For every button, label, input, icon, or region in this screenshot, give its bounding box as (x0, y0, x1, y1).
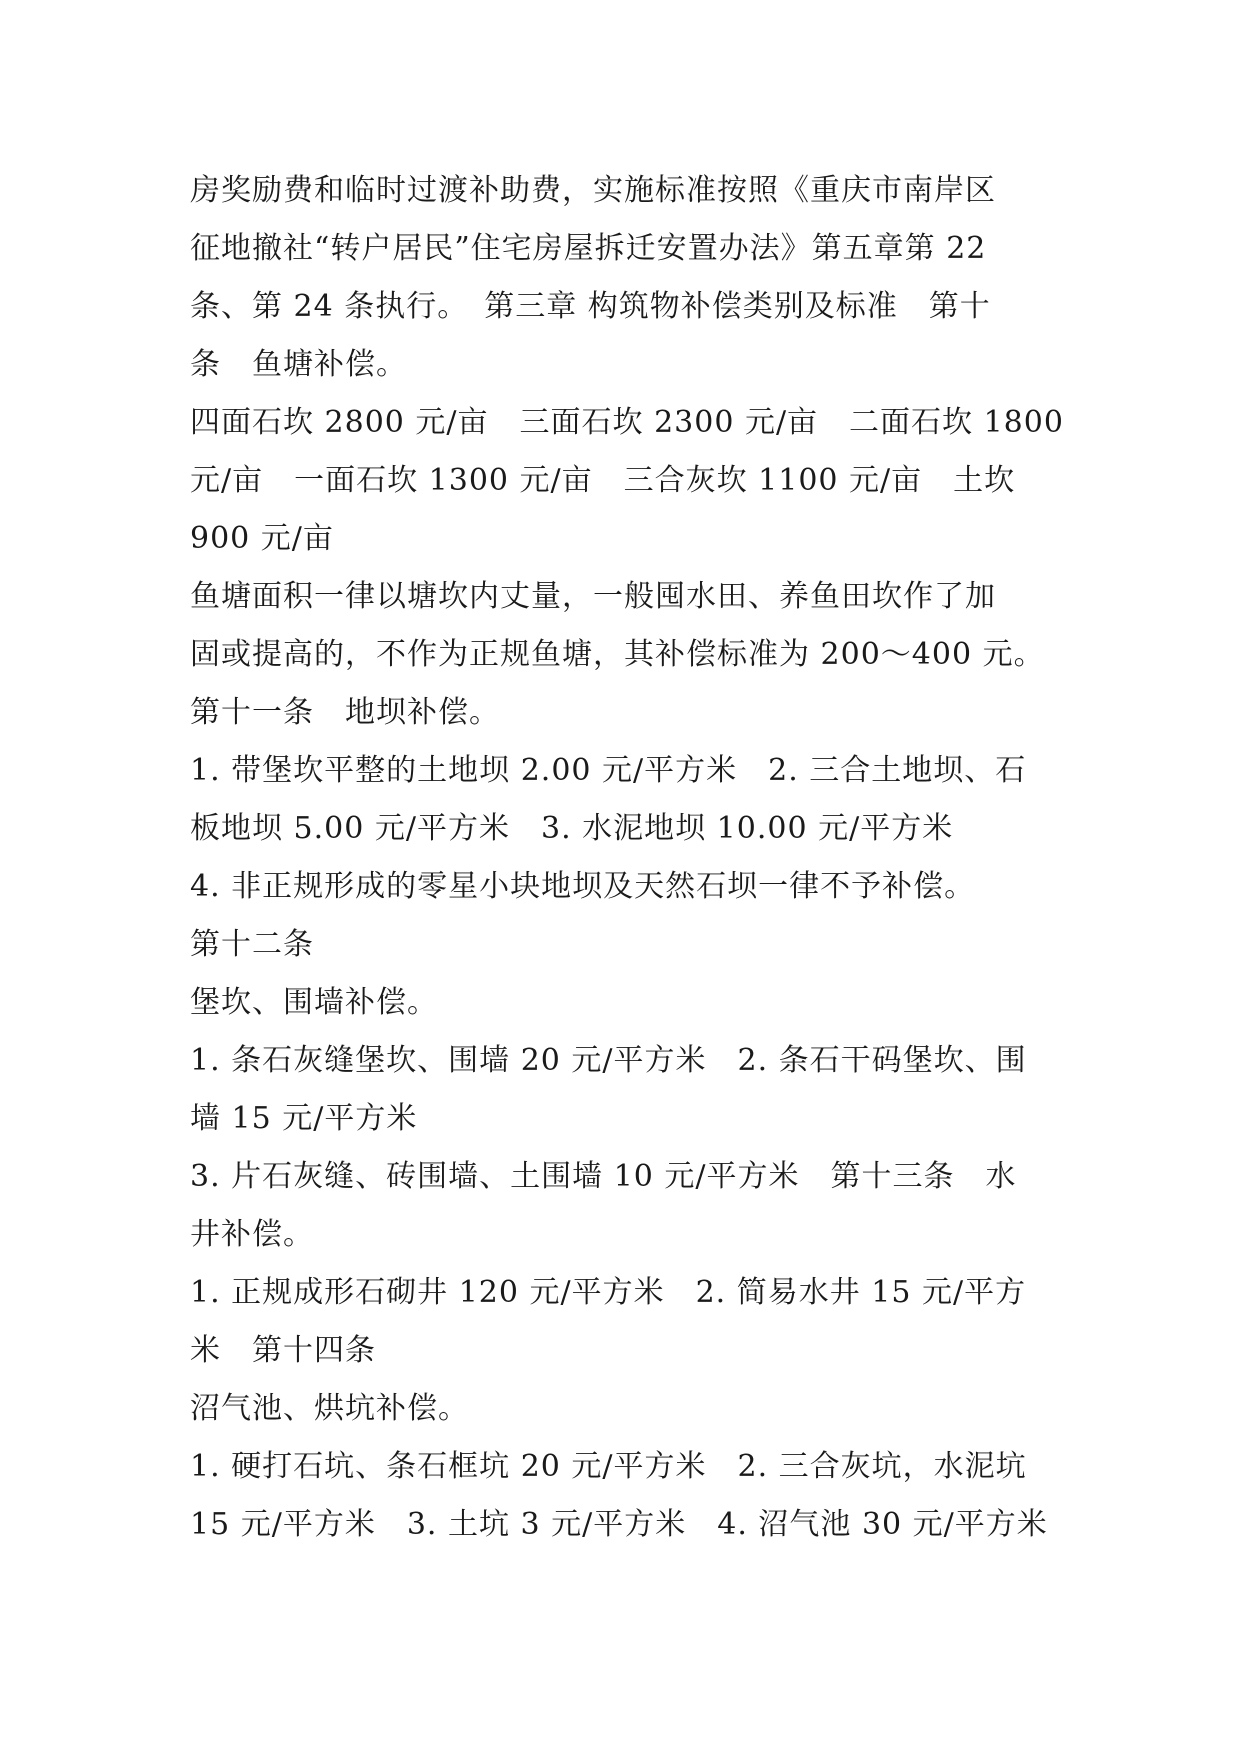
text-line: 井补偿。 (190, 1217, 314, 1252)
text-line: 1. 正规成形石砌井 120 元/平方米 2. 简易水井 15 元/平方 (190, 1275, 1027, 1310)
text-line: 房奖励费和临时过渡补助费，实施标准按照《重庆市南岸区 (190, 173, 996, 208)
text-line: 第十二条 (190, 927, 314, 962)
text-line: 米 第十四条 (190, 1333, 376, 1368)
text-line: 板地坝 5.00 元/平方米 3. 水泥地坝 10.00 元/平方米 (190, 811, 954, 846)
text-line: 4. 非正规形成的零星小块地坝及天然石坝一律不予补偿。 (190, 869, 976, 904)
text-line: 堡坎、围墙补偿。 (190, 985, 438, 1020)
text-line: 条、第 24 条执行。 第三章 构筑物补偿类别及标准 第十 (190, 289, 991, 324)
text-line: 鱼塘面积一律以塘坎内丈量，一般囤水田、养鱼田坎作了加 (190, 579, 996, 614)
text-line: 15 元/平方米 3. 土坑 3 元/平方米 4. 沼气池 30 元/平方米 (190, 1507, 1048, 1542)
text-line: 1. 带堡坎平整的土地坝 2.00 元/平方米 2. 三合土地坝、石 (190, 753, 1027, 788)
text-line: 沼气池、烘坑补偿。 (190, 1391, 469, 1426)
text-line: 3. 片石灰缝、砖围墙、土围墙 10 元/平方米 第十三条 水 (190, 1159, 1017, 1194)
text-line: 条 鱼塘补偿。 (190, 347, 407, 382)
text-line: 900 元/亩 (190, 521, 334, 556)
text-line: 1. 条石灰缝堡坎、围墙 20 元/平方米 2. 条石干码堡坎、围 (190, 1043, 1027, 1078)
text-line: 固或提高的，不作为正规鱼塘，其补偿标准为 200～400 元。 (190, 637, 1045, 672)
text-line: 第十一条 地坝补偿。 (190, 695, 500, 730)
text-line: 1. 硬打石坑、条石框坑 20 元/平方米 2. 三合灰坑，水泥坑 (190, 1449, 1027, 1484)
text-line: 四面石坎 2800 元/亩 三面石坎 2300 元/亩 二面石坎 1800 (190, 405, 1064, 440)
text-line: 征地撤社“转户居民”住宅房屋拆迁安置办法》第五章第 22 (190, 231, 987, 266)
document-body (190, 162, 1070, 1554)
text-line: 墙 15 元/平方米 (190, 1101, 418, 1136)
text-line: 元/亩 一面石坎 1300 元/亩 三合灰坎 1100 元/亩 土坎 (190, 463, 1016, 498)
